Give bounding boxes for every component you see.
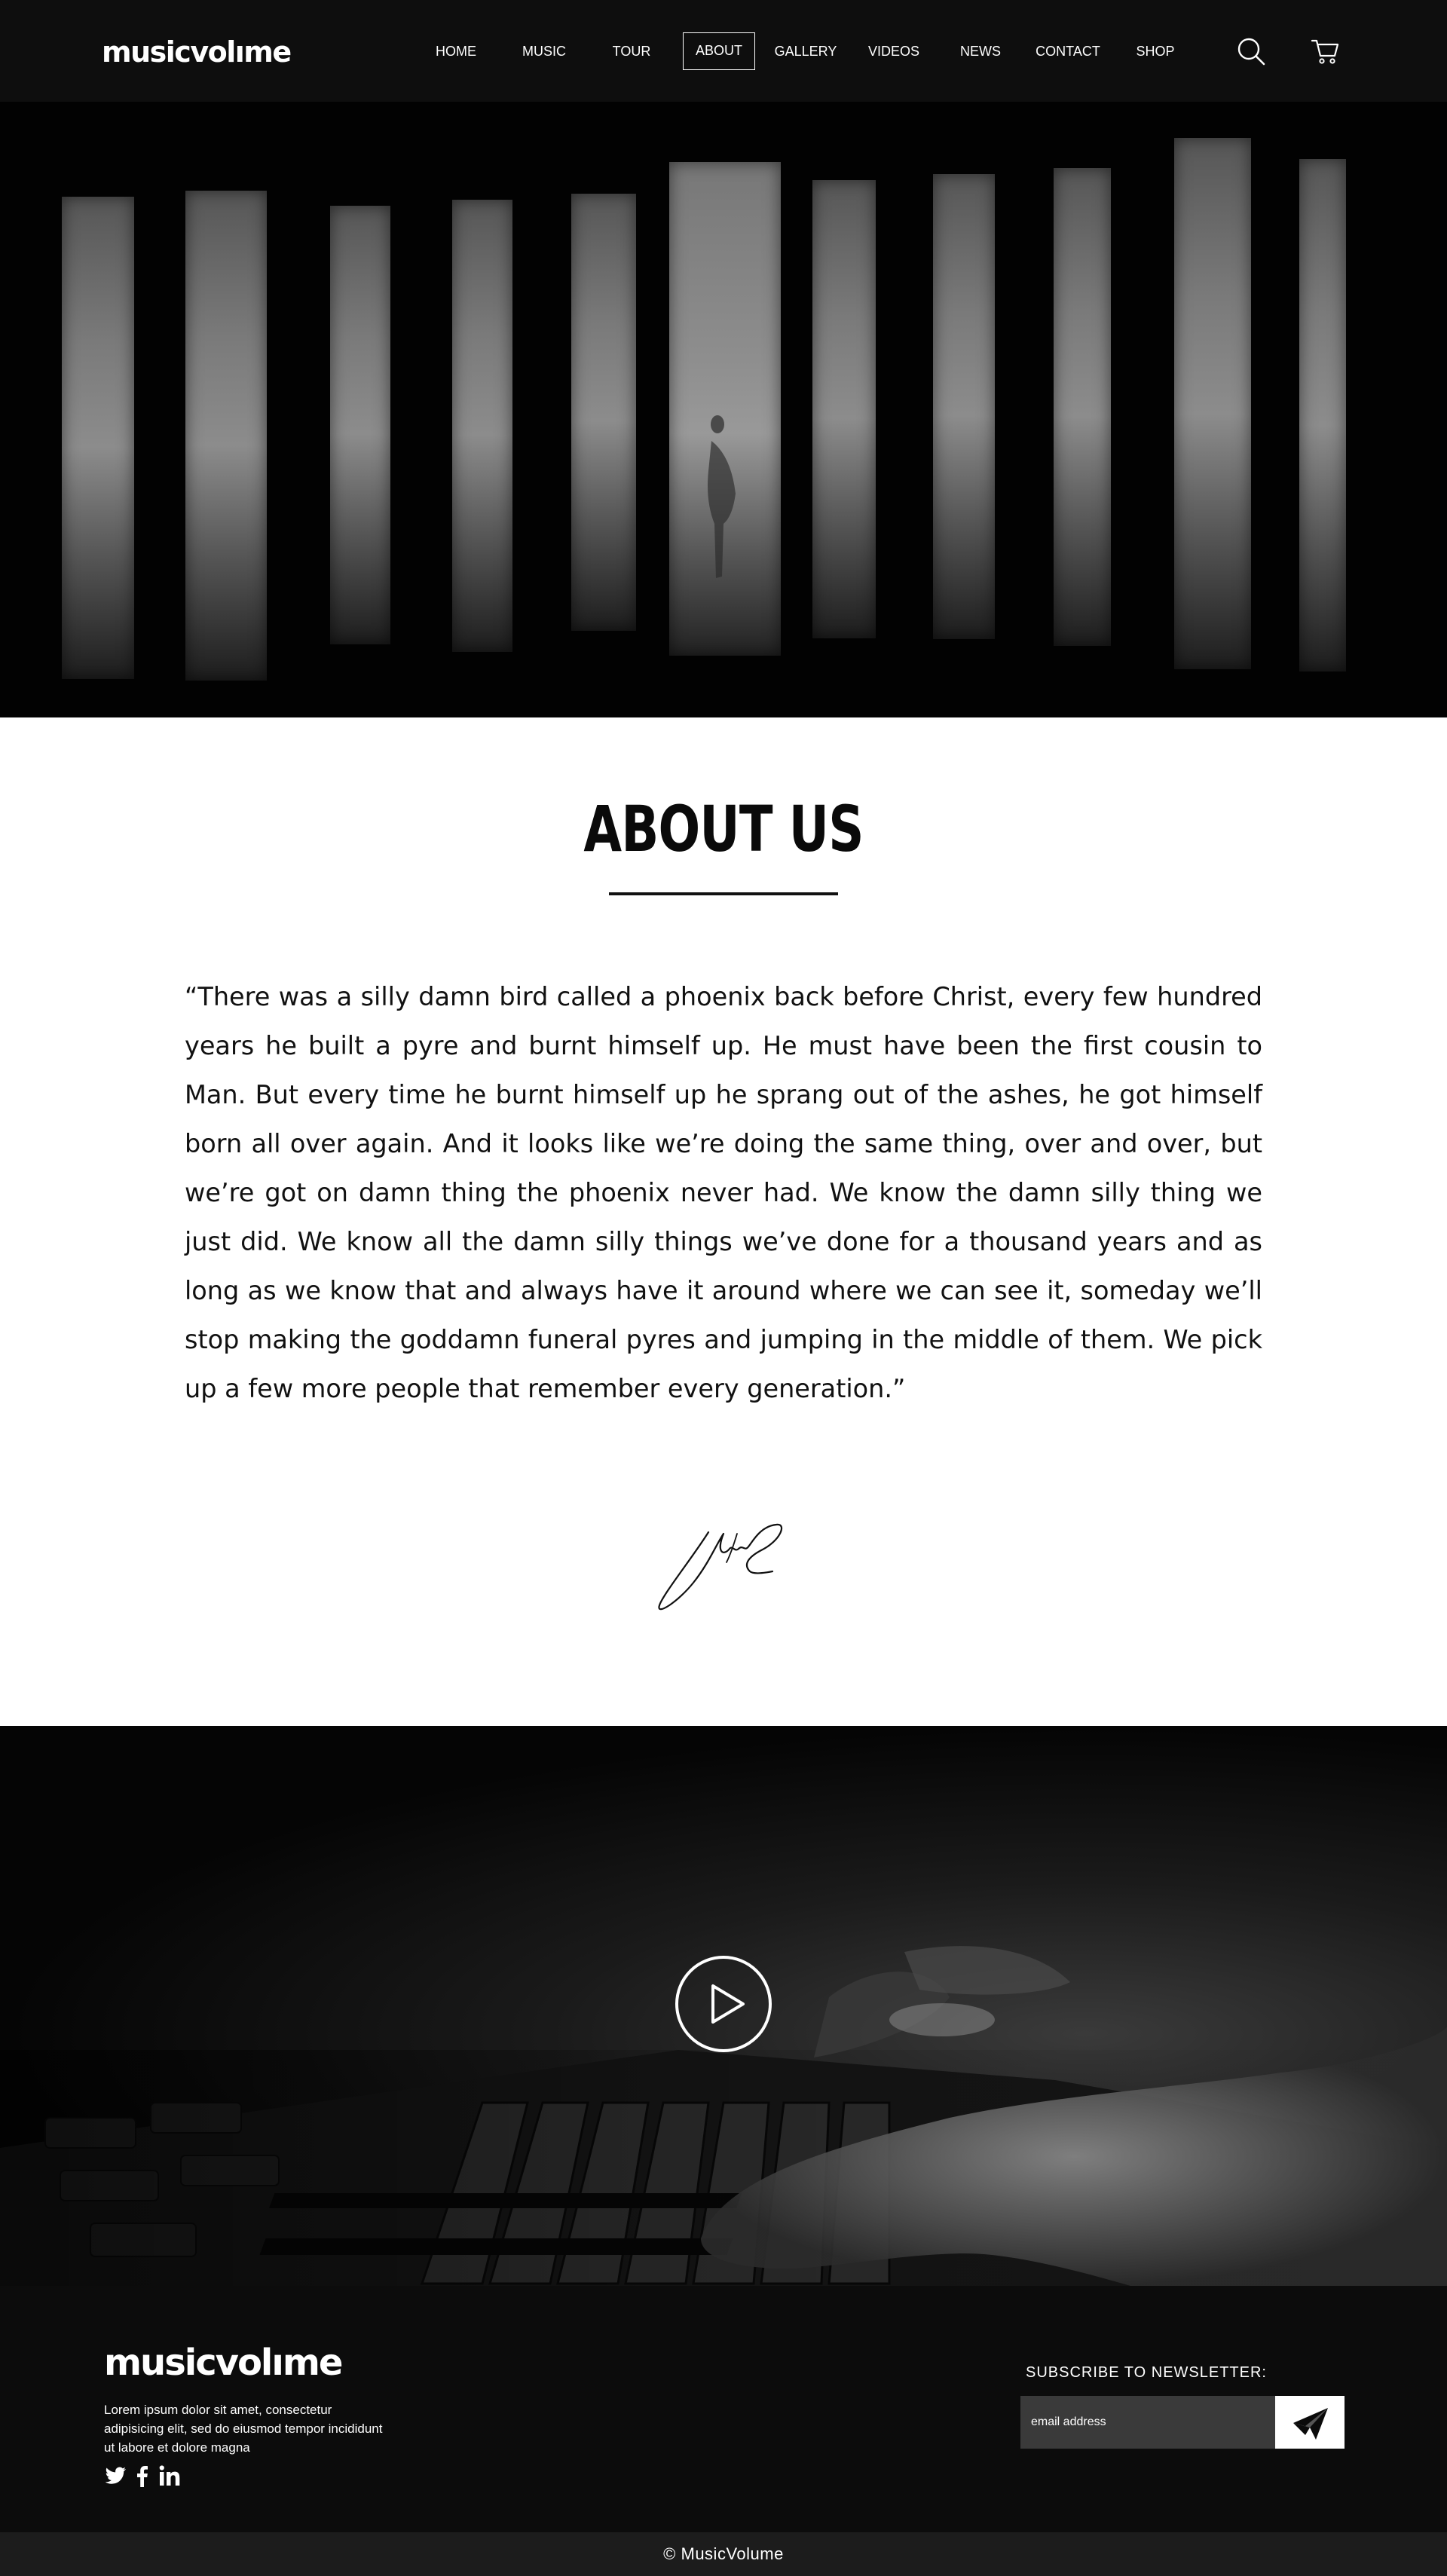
nav-home[interactable]: HOME [436,44,476,59]
footer-logo[interactable]: musicvolıme [104,2342,342,2384]
hero-image [0,102,1447,717]
site-logo[interactable]: musicvolıme [102,35,291,69]
hero-window-pane [1174,138,1251,669]
copyright-bar: © MusicVolume [0,2532,1447,2576]
nav-tour[interactable]: TOUR [612,44,651,59]
title-divider [609,892,838,895]
site-footer [0,2286,1447,2532]
hero-window-pane [571,194,636,631]
signature-image [648,1511,799,1617]
hero-window-pane [330,206,390,644]
site-header [0,0,1447,102]
nav-videos[interactable]: VIDEOS [867,44,920,59]
nav-gallery[interactable]: GALLERY [774,44,837,59]
newsletter-label: SUBSCRIBE TO NEWSLETTER: [1026,2364,1267,2381]
main-nav [0,0,1447,102]
nav-contact[interactable]: CONTACT [1036,44,1100,59]
hero-window-pane [933,174,995,639]
linkedin-icon[interactable] [158,2464,181,2487]
paper-plane-icon [1275,2396,1345,2449]
hero-window-pane [452,200,512,652]
about-quote: “There was a silly damn bird called a phoenix back before Christ, every few hundred years he built a pyre and burnt himself up. He must have been the first cousin to Man. But every time he burnt himself up he sprang out of the ashes, he got himself born all over again. And it looks like we’re doing the same thing, over and over, but we’re got on damn thing the phoenix never had. We know the damn silly thing we just did. We know all the damn silly things we’ve done for a thousand years and as long as we know that and always have it around where we can see it, someday we’ll stop making the goddamn funeral pyres and jumping in the middle of them. We pick up a few more people that remember every generation.” [185,982,1262,1403]
twitter-icon[interactable] [104,2464,127,2487]
nav-music[interactable]: MUSIC [522,44,566,59]
newsletter-submit-button[interactable] [1275,2396,1345,2449]
hero-window-pane [185,191,267,681]
hero-window-pane [1054,168,1111,646]
facebook-icon[interactable] [135,2464,148,2487]
play-icon [678,1959,769,2049]
video-section [0,1726,1447,2286]
hero-window-pane [812,180,876,638]
video-play-button[interactable] [675,1956,772,2052]
page-title: ABOUT US [583,792,864,866]
nav-shop[interactable]: SHOP [1136,44,1175,59]
footer-description: Lorem ipsum dolor sit amet, consectetur adipisicing elit, sed do eiusmod tempor incididunt ut labore et dolore magna [104,2403,383,2455]
hero-window-pane [62,197,134,679]
hero-window-pane [1299,159,1346,672]
newsletter-email-input[interactable] [1020,2396,1275,2449]
search-icon[interactable] [1236,36,1266,66]
cart-icon[interactable] [1310,36,1340,66]
nav-news[interactable]: NEWS [960,44,1001,59]
hero-silhouette [701,411,746,584]
nav-about[interactable]: ABOUT [683,32,755,70]
